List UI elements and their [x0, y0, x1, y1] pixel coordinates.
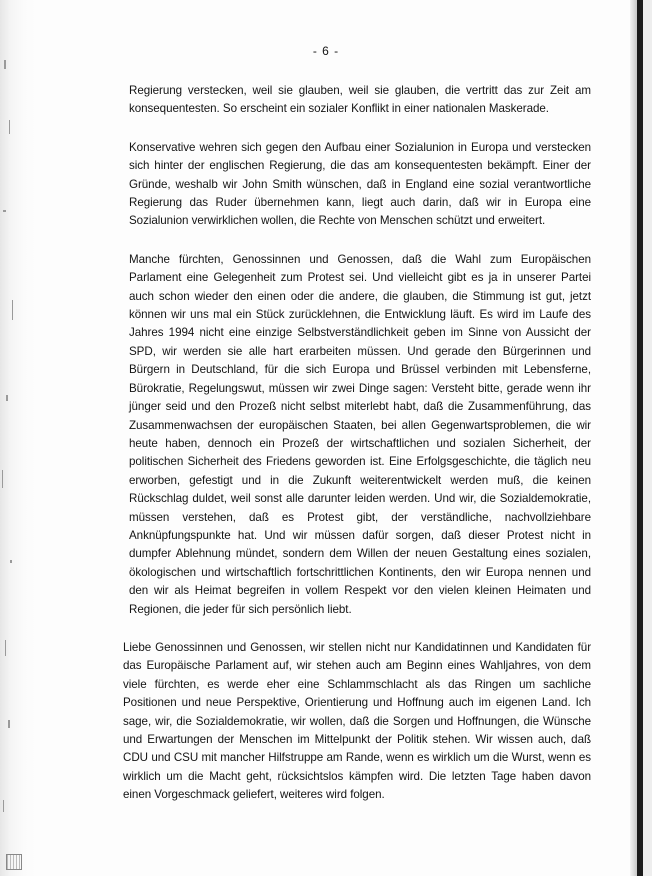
paragraph-2: Konservative wehren sich gegen den Aufbau einer Sozialunion in Europa und verstecken sich hinter der englischen Regierung, die das am konsequentesten bekämpft. Einer der Gründe, weshalb wir John Smith wünschen, daß in England eine sozial verantwortliche Regierung das Ruder übernehmen kann, liegt auch darin, daß wir in Europa eine Sozialunion verwirklichen wollen, die Rechte von Menschen schützt und erweitert.: [129, 140, 591, 228]
paragraph-3: Manche fürchten, Genossinnen und Genossen, daß die Wahl zum Europäischen Parlament eine Gelegenheit zum Protest sei. Und vielleicht gibt es ja in unserer Partei auch schon wieder den einen oder die andere, die glauben, die Stimmung ist gut, jetzt können wir uns mal ein Stück zurücklehnen, die Entwicklung läuft. Es wird im Laufe des Jahres 1994 nicht eine einzige Selbstverständlichkeit geben im Sinne von Aussicht der SPD, wir werden sie alle hart erarbeiten müssen. Und gerade den Bürgerinnen und Bürgern in Deutschland, für die sich Europa und Brüssel verbinden mit Lebensferne, Bürokratie, Regelungswut, müssen wir zwei Dinge sagen: Versteht bitte, gerade wenn ihr jünger seid und den Prozeß nicht selbst miterlebt habt, daß die Zusammenführung, das Zusammenwachsen der europäischen Staaten, bei allen Gegenwartsproblemen, die wir heute haben, dennoch ein Prozeß der wirtschaftlichen und sozialen Sicherheit, der politischen Sicherheit des Friedens geworden ist. Eine Erfolgsgeschichte, die täglich neu erworben, gefestigt und in die Zukunft weiterentwickelt werden muß, die keinen Rückschlag duldet, weil sonst alle darunter leiden werden. Und wir, die Sozialdemokratie, müssen verstehen, daß es Protest gibt, der verständliche, nachvollziehbare Anknüpfungspunkte hat. Und wir müssen dafür sorgen, daß dieser Protest nicht in dumpfer Ablehnung mündet, sondern dem Willen der neuen Gestaltung eines sozialen, ökologischen und wirtschaftlich fortschrittlichen Kontinents, den wir Europa nennen und den wir als Heimat begreifen in vollem Respekt vor den vielen kleinen Heimaten und Regionen, die jeder für sich persönlich liebt.: [129, 252, 591, 616]
document-body: [123, 82, 591, 825]
scan-corner-mark: [6, 854, 22, 870]
binder-strip: [630, 0, 652, 876]
scan-edge-left: [0, 0, 36, 876]
page-number: - 6 -: [312, 44, 340, 58]
paragraph-4: Liebe Genossinnen und Genossen, wir stellen nicht nur Kandidatinnen und Kandidaten für das Europäische Parlament auf, wir stehen auch am Beginn eines Wahljahres, von dem viele fürchten, es werde eher eine Schlammschlacht als das Ringen um sachliche Positionen und neue Perspektive, Orientierung und Hoffnung auch im eigenen Land. Ich sage, wir, die Sozialdemokratie, wir wollen, daß die Sorgen und Hoffnungen, die Wünsche und Erwartungen der Menschen im Mittelpunkt der Politik stehen. Wir wissen auch, daß CDU und CSU mit mancher Hilfstruppe am Rande, wenn es wirklich um die Wurst, wenn es wirklich um die Macht geht, rücksichtslos kämpfen wird. Die letzten Tage haben davon einen Vorgeschmack geliefert, weiteres wird folgen.: [123, 640, 591, 802]
paragraph-1: Regierung verstecken, weil sie glauben, weil sie glauben, die vertritt das zur Zeit am konsequentesten. So erscheint ein sozialer Konflikt in einer nationalen Maskerade.: [129, 84, 591, 116]
